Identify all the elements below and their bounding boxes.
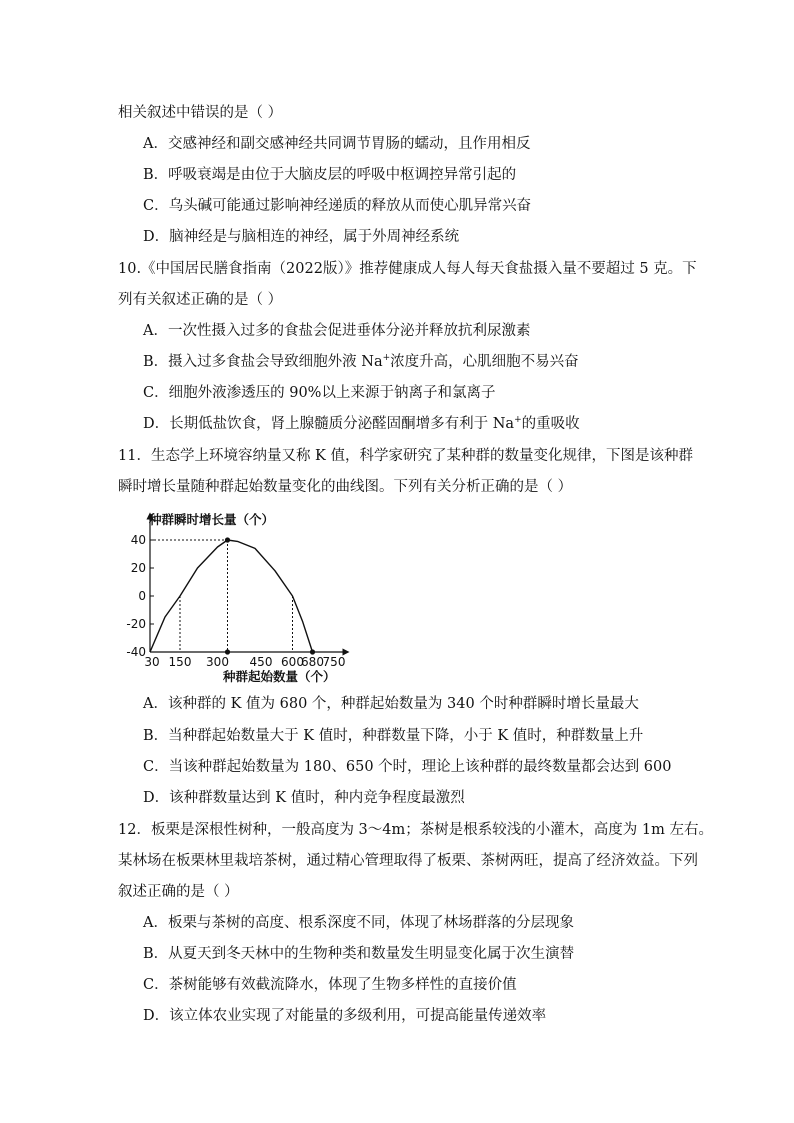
y-tick-label: 0 — [138, 589, 146, 603]
option-text-pre: 长期低盐饮食，肾上腺髓质分泌醛固酮增多有利于 Na — [169, 416, 515, 432]
option-text: 乌头碱可能通过影响神经递质的释放从而使心肌异常兴奋 — [168, 198, 532, 214]
option-text: 该立体农业实现了对能量的多级利用，可提高能量传递效率 — [169, 1008, 547, 1024]
option-text: 一次性摄入过多的食盐会促进垂体分泌并释放抗利尿激素 — [167, 323, 531, 339]
option-text: 板栗与茶树的高度、根系深度不同，体现了林场群落的分层现象 — [167, 915, 574, 931]
y-tick-label: 20 — [130, 561, 146, 575]
x-tick-label: 750 — [322, 655, 346, 669]
q12-stem-line1: 12．板栗是深根性树种，一般高度为 3～4m；茶树是根系较浅的小灌木，高度为 1m 左右。 — [118, 822, 713, 838]
option-text: 细胞外液渗透压的 90%以上来源于钠离子和氯离子 — [168, 385, 496, 401]
option-text: 茶树能够有效截流降水，体现了生物多样性的直接价值 — [168, 977, 517, 993]
q11-stem-line2: 瞬时增长量随种群起始数量变化的曲线图。下列有关分析正确的是（ ） — [118, 479, 573, 495]
q10-option-d — [143, 414, 580, 434]
q10-option-a — [143, 321, 530, 341]
option-label: A． — [143, 323, 168, 339]
q12-option-c — [143, 975, 517, 995]
q12-stem-line2: 某林场在板栗林里栽培茶树，通过精心管理取得了板栗、茶树两旺，提高了经济效益。下列 — [118, 853, 698, 869]
option-text: 呼吸衰竭是由位于大脑皮层的呼吸中枢调控异常引起的 — [168, 167, 517, 183]
option-label: C． — [143, 977, 169, 993]
superscript: + — [382, 353, 391, 364]
q11-option-c — [143, 757, 671, 777]
x-tick-label: 680 — [301, 655, 324, 669]
q9-stem: 相关叙述中错误的是（ ） — [118, 105, 283, 121]
q10-option-c — [143, 383, 495, 403]
y-axis-title: 种群瞬时增长量（个） — [149, 512, 275, 527]
option-text: 该种群的 K 值为 680 个，种群起始数量为 340 个时种群瞬时增长量最大 — [167, 696, 639, 712]
q10-option-b — [143, 352, 579, 372]
superscript: + — [514, 415, 522, 426]
q11-option-b — [143, 726, 643, 746]
q12-option-b — [143, 944, 574, 964]
option-text: 脑神经是与脑相连的神经，属于外周神经系统 — [169, 229, 460, 245]
q9-option-a — [143, 134, 530, 154]
data-point — [225, 537, 230, 542]
x-axis-title: 种群起始数量（个） — [223, 669, 336, 684]
option-label: D． — [143, 416, 170, 432]
option-label: C． — [143, 759, 169, 775]
x-tick-label: 450 — [249, 655, 273, 669]
q9-option-c — [143, 196, 531, 216]
option-text: 从夏天到冬天林中的生物种类和数量发生明显变化属于次生演替 — [168, 946, 575, 962]
q9-option-b — [143, 165, 516, 185]
growth-curve-line — [150, 540, 313, 652]
q11-option-d — [143, 788, 465, 808]
y-tick-label: -40 — [126, 645, 146, 659]
option-label: C． — [143, 198, 169, 214]
x-tick-label: 30 — [144, 655, 160, 669]
q10-stem-line2: 列有关叙述正确的是（ ） — [118, 292, 283, 308]
option-label: D． — [143, 1008, 170, 1024]
option-label: A． — [143, 696, 168, 712]
x-tick-label: 150 — [168, 655, 192, 669]
option-label: B． — [143, 946, 169, 962]
growth-curve-chart — [118, 508, 358, 688]
option-label: B． — [143, 354, 169, 370]
q9-option-d — [143, 227, 459, 247]
data-point — [310, 649, 315, 654]
option-label: B． — [143, 728, 169, 744]
q11-stem-line1: 11．生态学上环境容纳量又称 K 值，科学家研究了某种群的数量变化规律，下图是该种群 — [118, 448, 693, 464]
option-text: 该种群数量达到 K 值时，种内竞争程度最激烈 — [169, 790, 465, 806]
option-label: D． — [143, 790, 170, 806]
q12-option-a — [143, 913, 574, 933]
option-label: B． — [143, 167, 169, 183]
x-tick-label: 300 — [206, 655, 229, 669]
y-tick-label: 40 — [130, 533, 146, 547]
option-text: 当该种群起始数量为 180、650 个时，理论上该种群的最终数量都会达到 600 — [168, 759, 672, 775]
option-label: D． — [143, 229, 170, 245]
option-label: C． — [143, 385, 169, 401]
y-tick-label: -20 — [126, 617, 146, 631]
q12-stem-line3: 叙述正确的是（ ） — [118, 884, 239, 900]
option-text-pre: 摄入过多食盐会导致细胞外液 Na — [168, 354, 383, 370]
option-text-post: 的重吸收 — [521, 416, 580, 432]
option-label: A． — [143, 915, 168, 931]
q10-stem-line1: 10.《中国居民膳食指南（2022版）》推荐健康成人每人每天食盐摄入量不要超过 5 克。下 — [118, 261, 697, 277]
option-text-post: 浓度升高，心肌细胞不易兴奋 — [390, 354, 579, 370]
option-text: 交感神经和副交感神经共同调节胃肠的蠕动，且作用相反 — [167, 136, 531, 152]
option-label: A． — [143, 136, 168, 152]
q11-option-a — [143, 694, 639, 714]
data-point — [225, 649, 230, 654]
q12-option-d — [143, 1006, 546, 1026]
option-text: 当种群起始数量大于 K 值时，种群数量下降，小于 K 值时，种群数量上升 — [168, 728, 644, 744]
x-tick-label: 600 — [281, 655, 304, 669]
